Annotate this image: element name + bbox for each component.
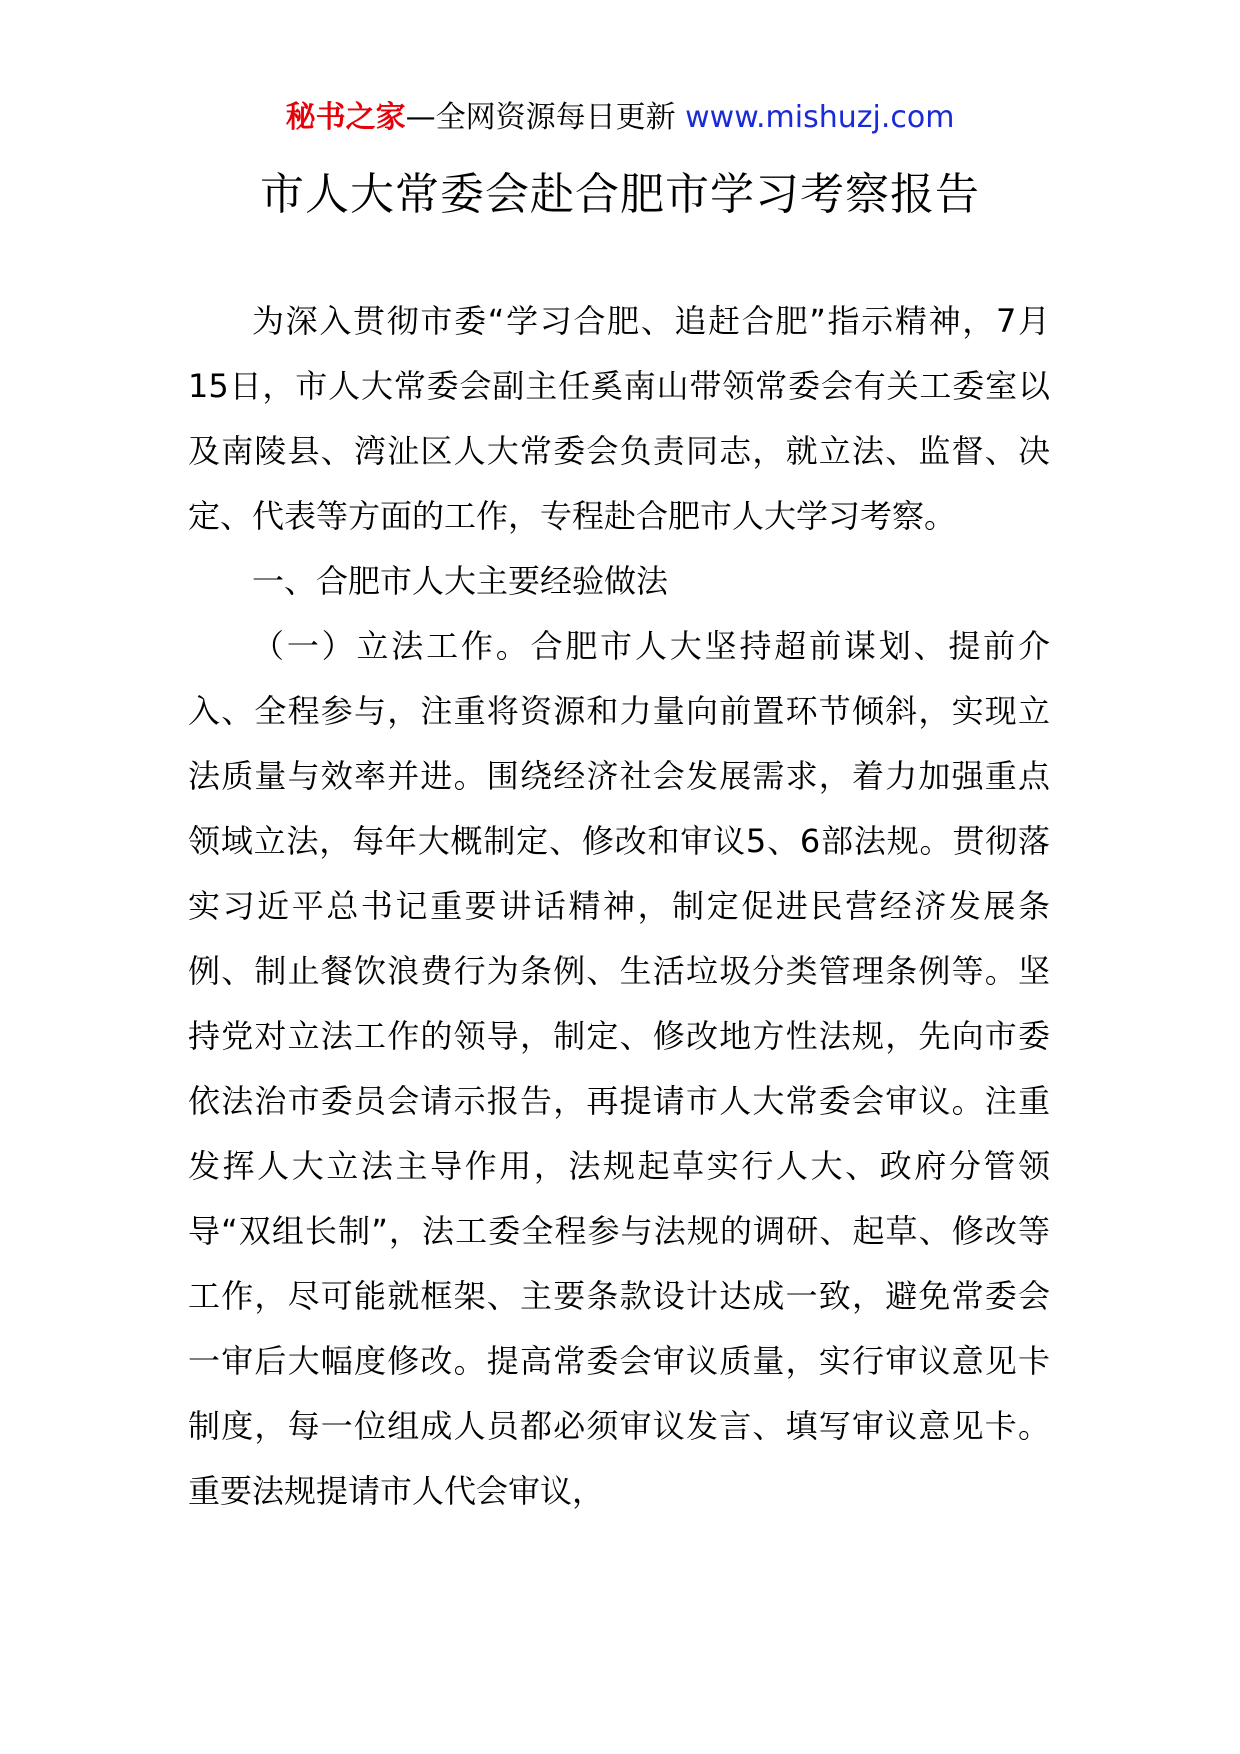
- header-url: www.mishuzj.com: [685, 100, 955, 135]
- paragraph-legislation: （一）立法工作。合肥市人大坚持超前谋划、提前介入、全程参与，注重将资源和力量向前置环节倾斜，实现立法质量与效率并进。围绕经济社会发展需求，着力加强重点领域立法，每年大概制定、修改和审议5、6部法规。贯彻落实习近平总书记重要讲话精神，制定促进民营经济发展条例、制止餐饮浪费行为条例、生活垃圾分类管理条例等。坚持党对立法工作的领导，制定、修改地方性法规，先向市委依法治市委员会请示报告，再提请市人大常委会审议。注重发挥人大立法主导作用，法规起草实行人大、政府分管领导“双组长制”，法工委全程参与法规的调研、起草、修改等工作，尽可能就框架、主要条款设计达成一致，避免常委会一审后大幅度修改。提高常委会审议质量，实行审议意见卡制度，每一位组成人员都必须审议发言、填写审议意见卡。重要法规提请市人代会审议，: [188, 627, 1050, 1510]
- header-slogan: —全网资源每日更新: [405, 100, 676, 135]
- paragraph-intro: 为深入贯彻市委“学习合肥、追赶合肥”指示精神，7月15日，市人大常委会副主任奚南山带领常委会有关工委室以及南陵县、湾沚区人大常委会负责同志，就立法、监督、决定、代表等方面的工作，专程赴合肥市人大学习考察。: [188, 302, 1050, 535]
- document-body: [188, 289, 1050, 1524]
- header-brand: 秘书之家: [285, 100, 406, 135]
- section-heading: 一、合肥市人大主要经验做法: [252, 562, 669, 600]
- watermark-header: [0, 98, 1240, 138]
- document-title: 市人大常委会赴合肥市学习考察报告: [260, 169, 980, 220]
